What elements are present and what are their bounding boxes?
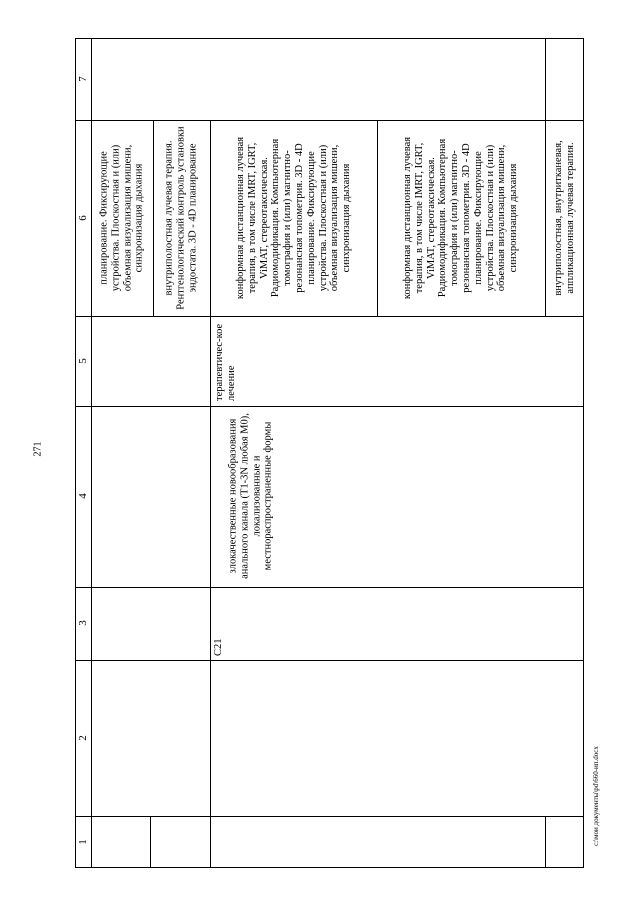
col-separator-6-7 (75, 120, 584, 121)
page-number: 271 (32, 441, 44, 457)
cell-row3-col3: C21 (213, 638, 225, 656)
column-header-1: 1 (77, 839, 89, 845)
cell-row1-col6: планирование. Фиксирующие устройства. Плоскостная и (или) объемная визуализация мишени, синхронизация дыхания (98, 144, 145, 292)
col-separator-1-2 (75, 816, 584, 817)
row-separator-col6-b (377, 120, 378, 317)
cell-row3-col6-a: конформная дистанционная лучевая терапия, в том числе IMRT, IGRT, ViMAT, стереотаксическая. Радиомодификация. Компьютерная томография и (или) магнитно-резонансная топометрия. 3D - 4D планирование. Фиксирующие устройства. Плоскостная и (или) объемная визуализация мишени, синхронизация дыхания (235, 136, 353, 300)
cell-row3-col5: терапевтичес-кое лечение (214, 323, 237, 401)
row-separator-col6-a (153, 120, 154, 317)
column-header-6: 6 (77, 215, 89, 221)
table-border-top (75, 38, 584, 39)
table-border-left (75, 38, 76, 868)
column-header-7: 7 (77, 76, 89, 82)
header-separator (91, 38, 92, 868)
cell-row3-col6-c: внутриполостная, внутритканевая, аппликационная лучевая терапия. (553, 140, 576, 296)
table-border-bottom (75, 867, 584, 868)
column-header-4: 4 (77, 493, 89, 499)
col-separator-3-4 (75, 587, 584, 588)
row-separator-bottom (545, 816, 546, 868)
column-header-2: 2 (77, 735, 89, 741)
cell-row3-col6-b: конформная дистанционная лучевая терапия, в том числе IMRT, IGRT, ViMAT, стереотаксическая. Радиомодификация. Компьютерная томография и (или) магнитно-резонансная топометрия. 3D - 4D планирование. Фиксирующие устройства. Плоскостная и (или) объемная визуализация мишени, синхронизация дыхания (402, 136, 520, 300)
column-header-5: 5 (77, 358, 89, 364)
row-separator-full (150, 816, 151, 868)
row-separator-main (210, 120, 211, 868)
column-header-3: 3 (77, 620, 89, 626)
row-separator-col6-c (545, 38, 546, 317)
col-separator-2-3 (75, 660, 584, 661)
table-border-right (583, 38, 584, 868)
cell-row3-col4: злокачественные новообразования анального канала (T1-3N любая M0), локализованные и местнораспространенные формы (227, 413, 274, 579)
footer-file-path: c:\мои документы\pd\660-ип.docx (592, 746, 600, 846)
cell-row2-col6: внутриполостная лучевая терапия. Рентгенологический контроль установки эндостата. 3D - 4D планирование (163, 126, 198, 310)
col-separator-5-6 (75, 316, 584, 317)
col-separator-4-5 (75, 406, 584, 407)
